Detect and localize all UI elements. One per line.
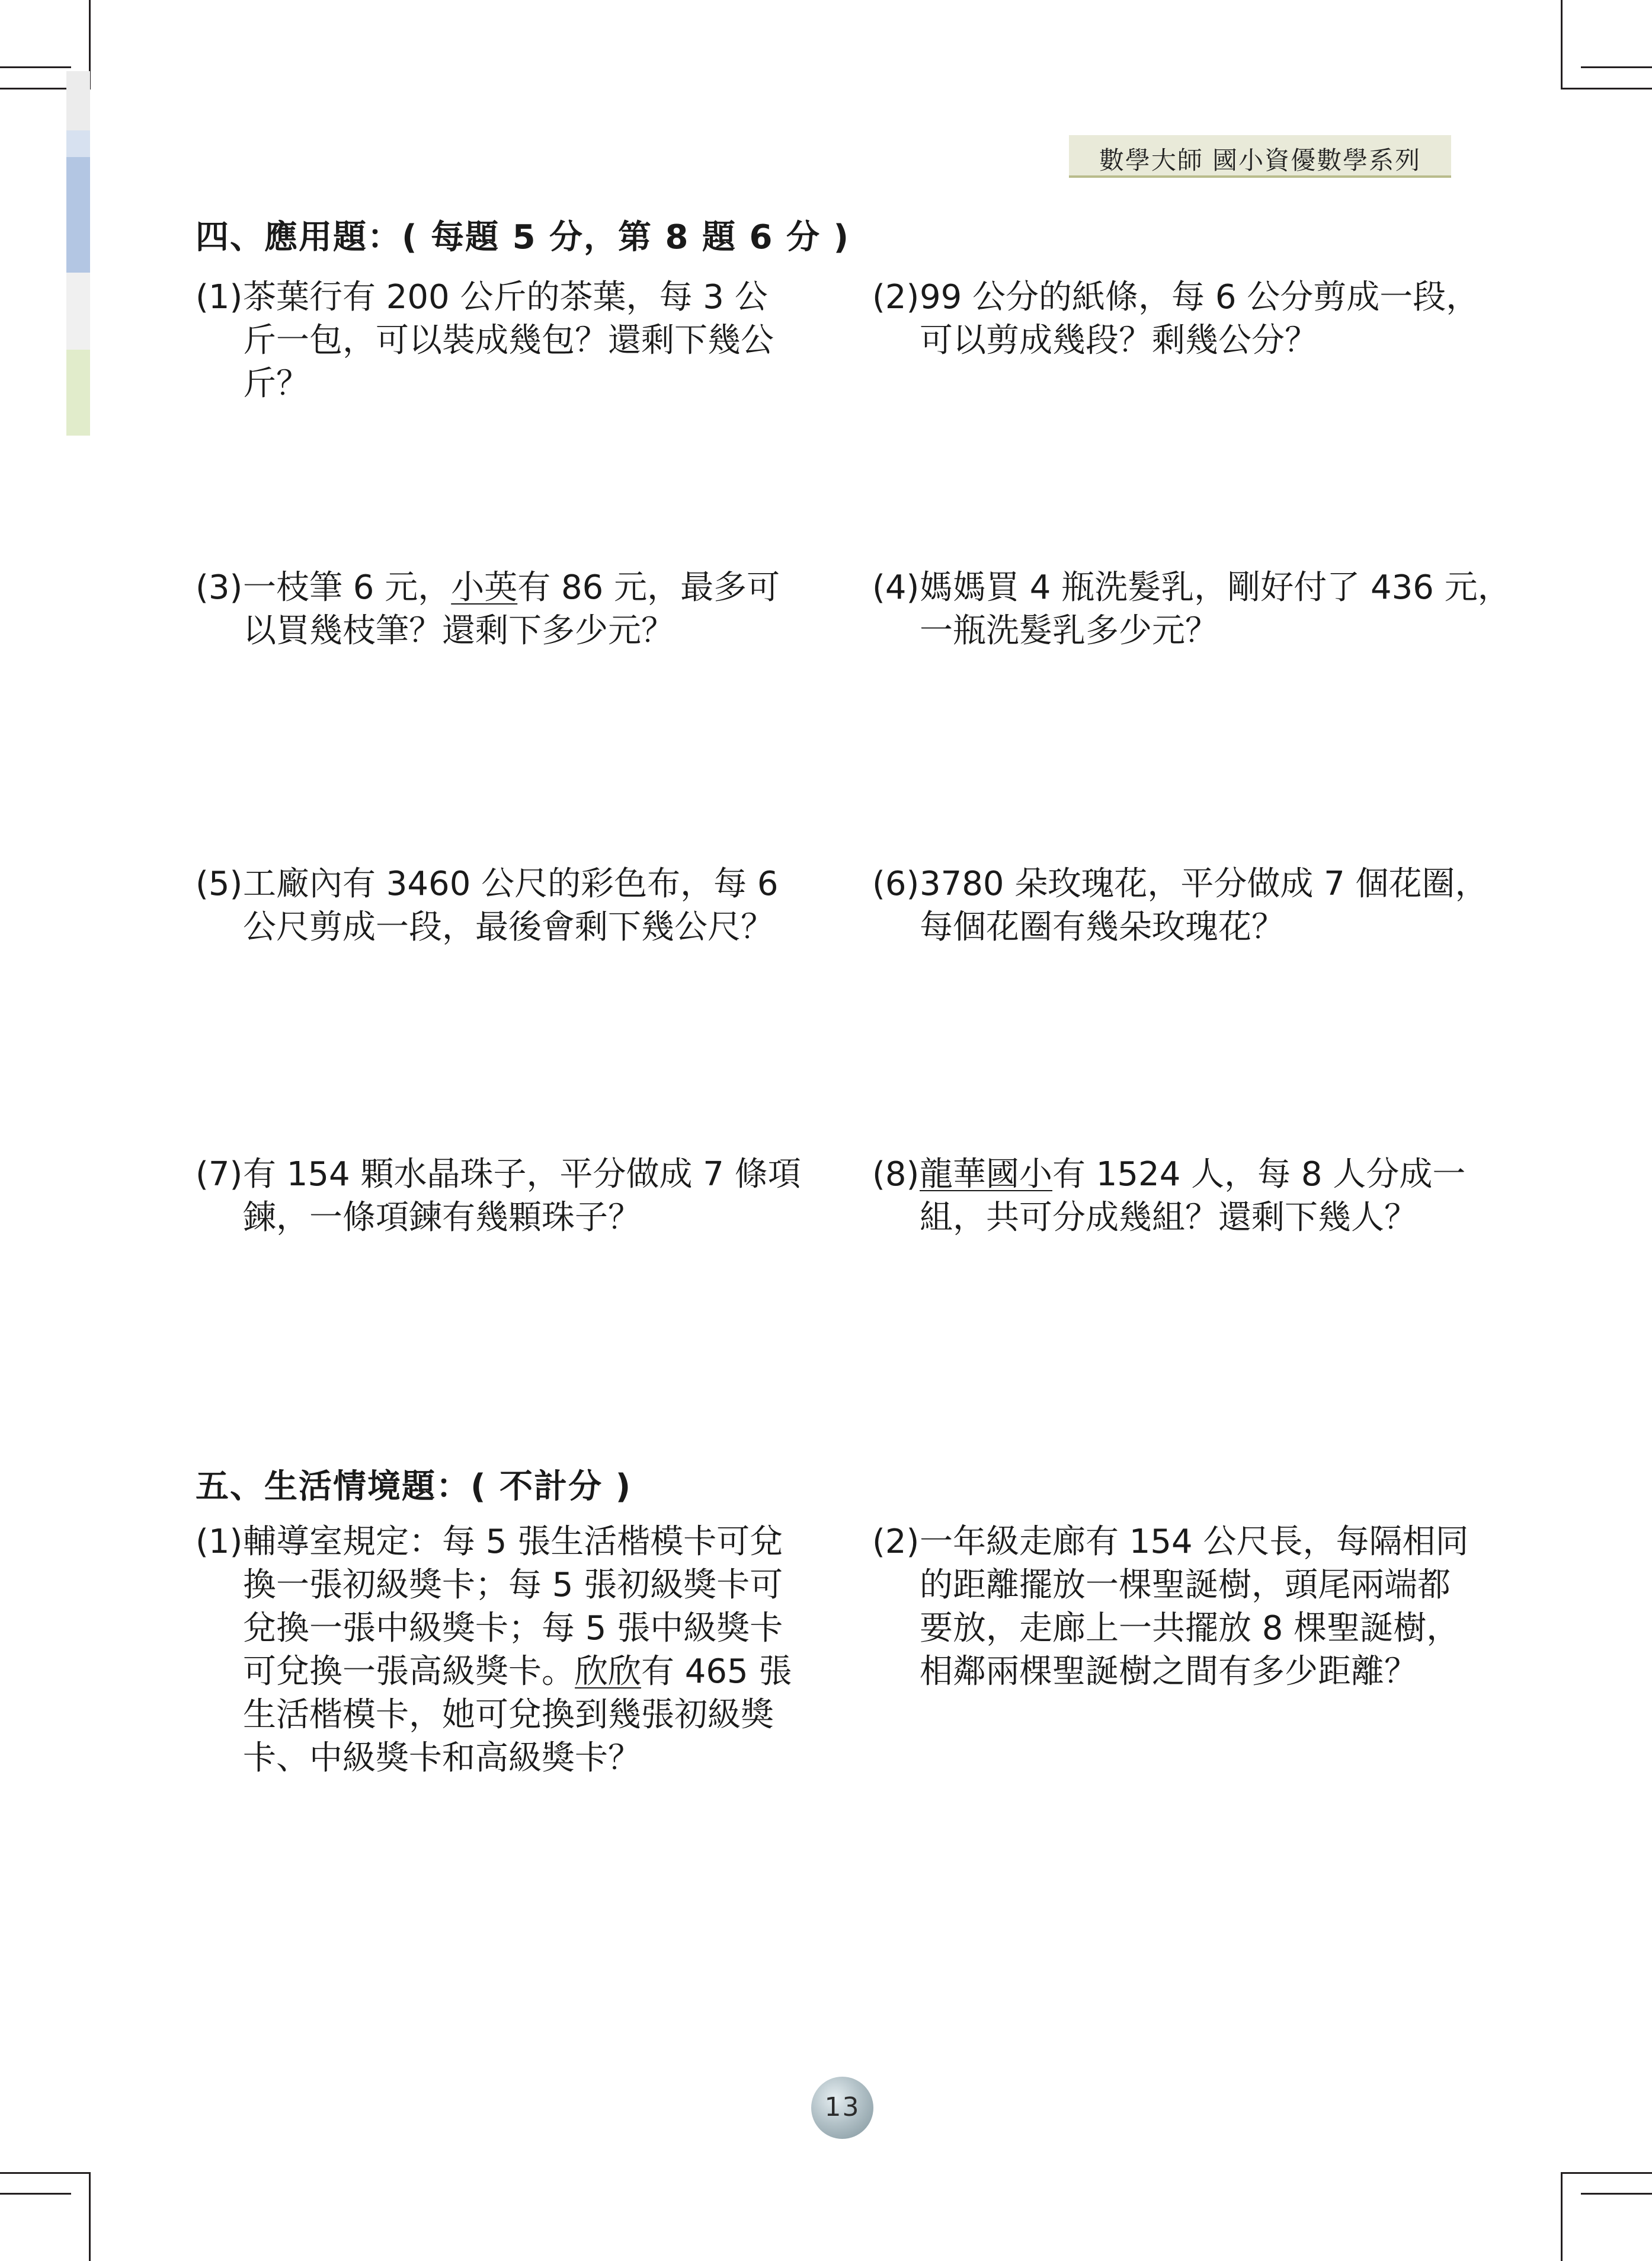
question-line: 相鄰兩棵聖誕樹之間有多少距離？ xyxy=(920,1652,1417,1691)
side-strip-gray xyxy=(66,71,90,130)
underlined-name: 龍華國小 xyxy=(920,1155,1052,1194)
crop-mark-top-left-outer xyxy=(0,66,71,68)
question-line: 兌換一張中級獎卡；每 5 張中級獎卡 xyxy=(243,1609,783,1648)
question-line: 每個花圈有幾朵玫瑰花？ xyxy=(920,908,1285,946)
question-line: 3780 朵玫瑰花，平分做成 7 個花圈， xyxy=(920,865,1488,903)
question-number: (1) xyxy=(196,278,243,316)
text-segment: 有 86 元，最多可 xyxy=(517,568,780,607)
section-5-title: 五、生活情境題：( 不計分 ) xyxy=(196,1467,632,1506)
question-number: (6) xyxy=(872,865,920,903)
crop-mark-top-right-horizontal xyxy=(1561,88,1652,89)
crop-mark-bottom-right-horizontal xyxy=(1561,2172,1652,2174)
crop-mark-bottom-right-vertical xyxy=(1561,2172,1563,2261)
side-strip-blue xyxy=(66,157,90,273)
question-line: 可以剪成幾段？剩幾公分？ xyxy=(920,321,1318,360)
question-line: 一瓶洗髮乳多少元？ xyxy=(920,612,1218,650)
question-line: 斤？ xyxy=(243,364,309,403)
question-line: 工廠內有 3460 公尺的彩色布，每 6 xyxy=(243,865,779,903)
question-number: (5) xyxy=(196,865,243,903)
question-number: (8) xyxy=(872,1155,920,1194)
question-body xyxy=(920,862,1488,949)
series-header xyxy=(1069,135,1451,178)
section-4-title: 四、應用題：( 每題 5 分，第 8 題 6 分 ) xyxy=(196,218,850,257)
crop-mark-bottom-left-horizontal xyxy=(0,2172,91,2174)
question-body xyxy=(243,1153,801,1239)
text-segment: 一枝筆 6 元， xyxy=(243,568,452,607)
question-line xyxy=(243,566,780,609)
question-body xyxy=(243,276,774,405)
question-line: 以買幾枝筆？還剩下多少元？ xyxy=(243,612,674,650)
question-line xyxy=(243,1650,792,1693)
question-line: 鍊，一條項鍊有幾顆珠子？ xyxy=(243,1198,641,1237)
question-line: 生活楷模卡，她可兌換到幾張初級獎 xyxy=(243,1696,774,1734)
question-line: 組，共可分成幾組？還剩下幾人？ xyxy=(920,1198,1417,1237)
question-line: 卡、中級獎卡和高級獎卡？ xyxy=(243,1739,641,1777)
side-strip-gray-2 xyxy=(66,273,90,350)
question-number: (2) xyxy=(872,1523,920,1561)
question-line: 要放，走廊上一共擺放 8 棵聖誕樹， xyxy=(920,1609,1460,1648)
question-line xyxy=(920,1153,1465,1196)
side-strip-green xyxy=(66,350,90,436)
question-body xyxy=(243,566,780,653)
crop-mark-bottom-left-outer xyxy=(0,2193,71,2195)
page-number: 13 xyxy=(824,2092,860,2122)
question-number: (2) xyxy=(872,278,920,316)
underlined-name: 欣欣 xyxy=(575,1652,641,1691)
question-line: 公尺剪成一段，最後會剩下幾公尺？ xyxy=(243,908,774,946)
crop-mark-top-right-vertical xyxy=(1561,0,1563,88)
crop-mark-bottom-left-vertical xyxy=(89,2172,91,2261)
question-line: 輔導室規定：每 5 張生活楷模卡可兌 xyxy=(243,1523,783,1561)
question-line: 有 154 顆水晶珠子，平分做成 7 條項 xyxy=(243,1155,801,1194)
text-segment: 有 1524 人，每 8 人分成一 xyxy=(1052,1155,1466,1194)
question-line: 斤一包，可以裝成幾包？還剩下幾公 xyxy=(243,321,774,360)
side-strip-blue-light xyxy=(66,130,90,157)
text-segment: 可兌換一張高級獎卡。 xyxy=(243,1652,575,1691)
underlined-name: 小英 xyxy=(451,568,518,607)
question-line: 99 公分的紙條，每 6 公分剪成一段， xyxy=(920,278,1480,316)
crop-mark-bottom-right-outer xyxy=(1581,2193,1652,2195)
question-number: (1) xyxy=(196,1523,243,1561)
question-line: 茶葉行有 200 公斤的茶葉，每 3 公 xyxy=(243,278,768,316)
series-header-text: 數學大師 國小資優數學系列 xyxy=(1099,146,1422,175)
question-line: 一年級走廊有 154 公尺長，每隔相同 xyxy=(920,1523,1469,1561)
question-number: (3) xyxy=(196,568,243,607)
text-segment: 有 465 張 xyxy=(641,1652,792,1691)
question-body xyxy=(920,1153,1465,1239)
question-line: 媽媽買 4 瓶洗髮乳，剛好付了 436 元， xyxy=(920,568,1511,607)
page-number-badge xyxy=(811,2077,873,2139)
question-body xyxy=(920,276,1479,362)
question-number: (4) xyxy=(872,568,920,607)
question-body xyxy=(243,1520,792,1780)
question-line: 換一張初級獎卡；每 5 張初級獎卡可 xyxy=(243,1566,783,1604)
question-body xyxy=(920,1520,1469,1693)
question-line: 的距離擺放一棵聖誕樹，頭尾兩端都 xyxy=(920,1566,1451,1604)
question-body xyxy=(920,566,1511,653)
question-body xyxy=(243,862,779,949)
crop-mark-top-right-outer xyxy=(1581,66,1652,68)
question-number: (7) xyxy=(196,1155,243,1194)
